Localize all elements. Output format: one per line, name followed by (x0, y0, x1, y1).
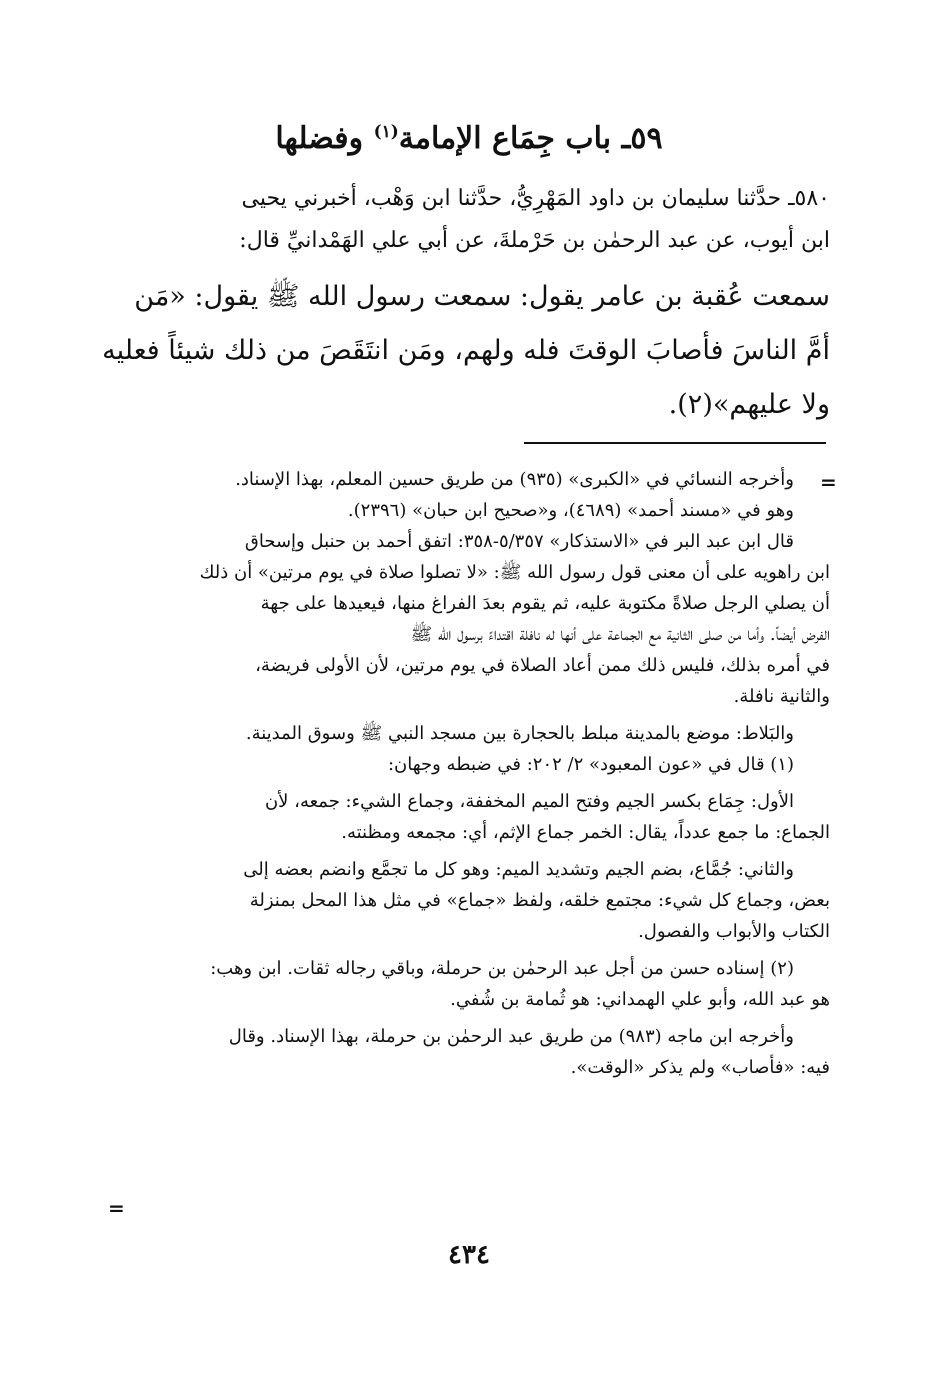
hadith-text (102, 178, 830, 432)
footnote-line: والثاني: جُمَّاع، بضم الجيم وتشديد الميم: وهو كل ما تجمَّع وانضم بعضه إلى (243, 859, 794, 880)
footnote-line: وأخرجه النسائي في «الكبرى» (٩٣٥) من طريق حسين المعلم، بهذا الإسناد. (235, 469, 794, 490)
footnote-line: والبَلاط: موضع بالمدينة مبلط بالحجارة بين مسجد النبي ﷺ وسوق المدينة. (245, 723, 794, 744)
footnote-line: فيه: «فأصاب» ولم يذكر «الوقت». (570, 1057, 830, 1078)
footnote-line: الجماع: ما جمع عدداً، يقال: الخمر جماع الإثم، أي: مجمعه ومظنته. (341, 822, 830, 843)
footnote-ref-1: (١) (373, 122, 399, 142)
footnote-line: هو عبد الله، وأبو علي الهمداني: هو ثُمامة بن شُفي. (450, 989, 830, 1010)
footnote-line: وهو في «مسند أحمد» (٤٦٨٩)، و«صحيح ابن حبان» (٢٣٩٦). (347, 500, 794, 521)
matn-line: ولا عليهم»(٢). (668, 389, 830, 420)
footnote-line: أن يصلي الرجل صلاةً مكتوبة عليه، ثم يقوم بعدَ الفراغ منها، فيعيدها على جهة (260, 593, 830, 614)
chapter-number: ٥٩ـ (621, 121, 663, 156)
footnote-line: الأول: جِمَاع بكسر الجيم وفتح الميم المخففة، وجماع الشيء: جمعه، لأن (264, 791, 794, 812)
continuation-mark-top: = (820, 470, 837, 494)
footnote-line: والثانية نافلة. (733, 686, 830, 707)
footnote-1: (١) قال في «عون المعبود» ٢/ ٢٠٢: في ضبطه وجهان: (387, 754, 794, 775)
footnote-line: وأخرجه ابن ماجه (٩٨٣) من طريق عبد الرحمٰن بن حرملة، بهذا الإسناد. وقال (228, 1026, 794, 1047)
page-number: ٤٣٤ (448, 1240, 490, 1270)
isnad-line: ٥٨٠ـ حدَّثنا سليمان بن داود المَهْرِيُّ، حدَّثنا ابن وَهْب، أخبرني يحيى (241, 186, 830, 211)
footnote-line: بعض، وجماع كل شيء: مجتمع خلقه، ولفظ «جماع» في مثل هذا المحل بمنزلة (249, 890, 830, 911)
isnad-line: ابن أيوب، عن عبد الرحمٰن بن حَرْملةَ، عن أبي علي الهَمْدانيِّ قال: (239, 228, 830, 253)
chapter-title: باب جِمَاع الإمامة (398, 121, 612, 156)
footnote-line: قال ابن عبد البر في «الاستذكار» ٥/٣٥٧-٣٥٨: اتفق أحمد بن حنبل وإسحاق (244, 531, 794, 552)
footnote-separator (524, 442, 826, 444)
footnote-line: ابن راهويه على أن معنى قول رسول الله ﷺ: «لا تصلوا صلاة في يوم مرتين» أن ذلك (199, 562, 830, 583)
matn-line: سمعت عُقبة بن عامر يقول: سمعت رسول الله ﷺ يقول: «مَن (134, 281, 830, 312)
footnote-line: الكتاب والأبواب والفصول. (638, 921, 830, 942)
chapter-title-suffix: وفضلها (275, 121, 364, 156)
matn-line: أمَّ الناسَ فأصابَ الوقتَ فله ولهم، ومَن انتَقَصَ من ذلك شيئاً فعليه (102, 335, 830, 366)
footnote-line: الفرض أيضاً. وأما من صلى الثانية مع الجماعة على أنها له نافلة اقتداءً برسول الله ﷺ (410, 624, 830, 645)
footnote-line: في أمره بذلك، فليس ذلك ممن أعاد الصلاة في يوم مرتين، لأن الأولى فريضة، (255, 655, 830, 676)
chapter-heading (0, 112, 938, 159)
footnotes (108, 464, 830, 1083)
footnote-2: (٢) إسناده حسن من أجل عبد الرحمٰن بن حرملة، وباقي رجاله ثقات. ابن وهب: (210, 958, 794, 979)
continuation-mark-bottom: = (108, 1196, 125, 1220)
